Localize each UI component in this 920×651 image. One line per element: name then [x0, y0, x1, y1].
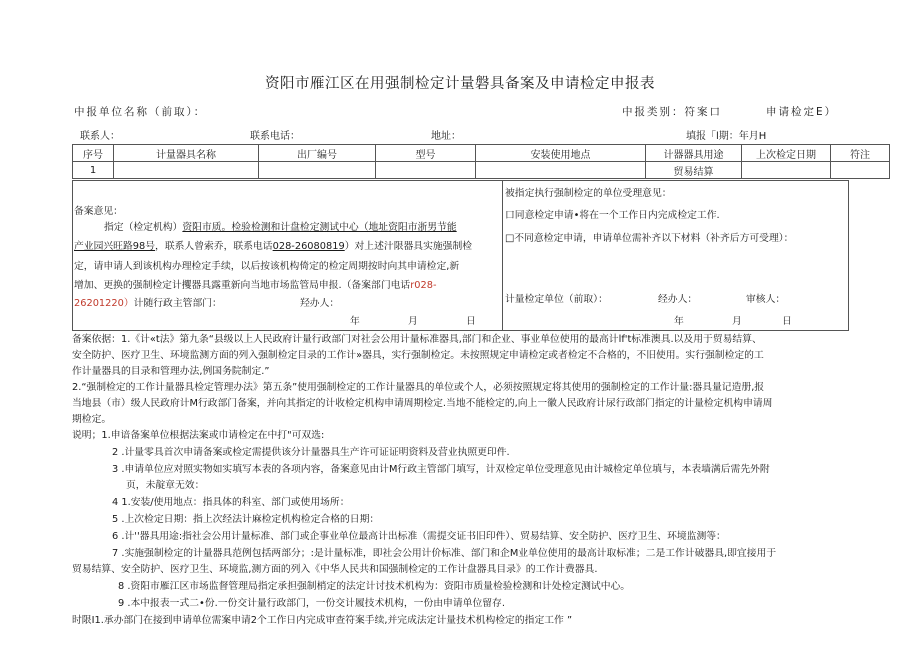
column-header: 符注	[831, 145, 890, 162]
filing-opinion-line-2: 产业园兴旺路98号，联系人曾索乔，联系电话028-26080819）对上述汁限器具实施强制检	[74, 241, 473, 252]
explanation-item: 页，未靛章无效：	[126, 480, 205, 491]
acceptance-opinion-heading: 被指定执行强制检定的单位受理意见：	[505, 188, 672, 199]
explanation-item: 5 .上次检定日期：指上次经法计麻检定机构检定合格的日期：	[112, 514, 380, 525]
explanation-item: 6 .计''器具用途:指社会公用计量标准、部门或企事业单位最高计出标准（需提交证书旧印件）、贸易结算、安全防护、医疗卫生、环境监测等：	[112, 531, 726, 542]
instrument-table	[72, 144, 890, 179]
column-header: 安装使用地点	[476, 145, 646, 162]
table-cell	[476, 162, 646, 179]
acceptance-date-month: 月	[732, 316, 742, 327]
explanation-item: 9 .本中报表一式二•份.一份交计量行政部门，一份交计履技术机构，一份由申请单位留存.	[118, 598, 505, 609]
basis-line: 当地县（市）级人民政府计M行政部门备案，并向其指定的计收检定机构申请周期检定.当地不能检定的,向上一徽人民政府计尿行政部门指定的计量检定机构申请周	[72, 398, 773, 409]
table-cell	[831, 162, 890, 179]
report-category-label: 中报类别：符案口	[622, 106, 722, 118]
explanation-item: 8 .资阳市雁江区市场监督管理局指定承担强制梢定的法定计讨技术机构为：资阳市质量检验检测和计处检定测试中心。	[118, 581, 631, 592]
basis-line: 安全防护、医疗卫生、环境监测方面的列入强制检定目录的工作计»器具，实行强制检定。未按照规定申请检定或者检定不合格的，不旧使用。实行强制检定的工	[72, 350, 764, 361]
table-cell: 1	[73, 162, 114, 179]
filing-date-month: 月	[408, 316, 418, 327]
disagree-option: □不同意检定申请，申请单位需补齐以下材料（补齐后方可受理）：	[505, 233, 794, 244]
column-header: 出厂编号	[259, 145, 376, 162]
explanation-item: 3 .申请单位应对照实物如实填写本表的各项内容，备案意见由计M行政主管部门填写，计双检定单位受理意见由计城检定单位填与，本表墙满后需先外附	[112, 464, 770, 475]
explanation-item: 4 1.安装/使用地点：指具体的科室、部门或使用场所：	[112, 497, 350, 508]
table-cell	[259, 162, 376, 179]
table-row	[73, 162, 890, 179]
contact-person-label: 联系人：	[80, 131, 120, 142]
institution-address: 产业园兴旺路98号	[74, 241, 156, 252]
basis-line: 2.“强制检定的工作计量器具检定管理办法》第五条”使用强制检定的工作计量器具的单位或个人，必须按照规定将其使用的强制检定的工作计量:器具量记造册,报	[72, 382, 765, 393]
table-header-row	[73, 145, 890, 162]
filing-opinion-heading: 备案意见：	[74, 206, 123, 217]
explanation-heading: 说明；1.申谙备案单位根据法案或巾请检定在中打"可双选:	[72, 430, 325, 441]
column-header: 计器器具用途	[646, 145, 742, 162]
table-cell: 贸易结算	[646, 162, 742, 179]
explanation-item: 2 .计量零具首次申请备案或检定需提供该分计量器具生产许可证证明资料及营业执照更印件.	[112, 447, 510, 458]
column-header: 型号	[376, 145, 476, 162]
explanation-item: 7 .实施强制检定的计量器具范例包括两部分；:是计量标准，即社会公用计价标准、部门和企M业单位使用的最高计取标准；二是工作计破器具,即宜接用于	[112, 548, 777, 559]
filing-opinion-line-5: 26201220）计随行政主管部门：	[74, 298, 222, 309]
table-cell	[376, 162, 476, 179]
basis-line: 备案依据：1.《计«t法》第九条“县级以上人民政府计量行政部门对社会公用计量标准器具,部门和企业、事业单位使用的最高计lf't标准澳具.以及用于贸易结算、	[72, 334, 762, 345]
acceptance-reviewer-label: 审核人：	[746, 294, 786, 305]
filing-opinion-line-1: 指定（检定机构）资阳市质。检验检测和计盘检定测试中心（地址资阳市浙男节能	[104, 222, 457, 233]
table-cell	[114, 162, 259, 179]
filing-date-year: 年	[350, 316, 360, 327]
filing-date-day: 日	[466, 316, 476, 327]
fill-date-label: 填报「l期：年月H	[686, 131, 767, 142]
institution-phone: 028-26080819	[272, 241, 345, 252]
table-cell	[742, 162, 831, 179]
basis-line: 期检定。	[72, 414, 112, 425]
acceptance-date-year: 年	[674, 316, 684, 327]
page-title: 资阳市雁江区在用强制检定计量磐具备案及申请检定申报表	[265, 76, 655, 92]
basis-line: 作计量器具的目录和管理办法,例国务院制定.”	[72, 366, 270, 377]
column-header: 序号	[73, 145, 114, 162]
designated-institution: 资阳市质。检验检测和计盘检定测试中心（地址资阳市浙男节能	[182, 222, 457, 233]
filing-dept-phone: r028-	[410, 280, 437, 291]
explanation-item: 贸易结算、安全防护、医疗卫生、环境监,测方面的列入《中华人民共和国强制检定的工作计盘器具目录》的工作计费器具.	[72, 564, 598, 575]
apply-verification-label: 申请检定E）	[766, 106, 838, 118]
address-label: 地址：	[431, 131, 461, 142]
time-limit-note: 时限I1.承办部门在接到申请单位需案申请2个工作日内完成审查符案手续,并完成法定计量技术机构检定的指定工作 ”	[72, 615, 573, 626]
reporting-unit-label: 中报单位名称（前取）：	[74, 106, 207, 118]
filing-opinion-line-4: 增加、更换的强制检定计攫器具露重新向当地市场监管局申报.（备案部门电话r028-	[74, 280, 437, 291]
contact-phone-label: 联系电话：	[250, 131, 300, 142]
filing-handler-label: 羟办人：	[300, 298, 340, 309]
filing-dept-phone-cont: 26201220）	[74, 298, 134, 309]
filing-opinion-line-3: 定，请申请人到该机构办理检定手续，以后按该机构倚定的检定周期按时向其申请检定,新	[74, 261, 460, 272]
acceptance-date-day: 日	[782, 316, 792, 327]
acceptance-handler-label: 经办人：	[658, 294, 698, 305]
agree-option: 口同意检定申请•将在一个工作日内完成检定工作.	[505, 210, 720, 221]
column-header: 计量器具名称	[114, 145, 259, 162]
column-header: 上次检定日期	[742, 145, 831, 162]
verification-unit-label: 计量检定单位（前取）：	[505, 294, 608, 305]
